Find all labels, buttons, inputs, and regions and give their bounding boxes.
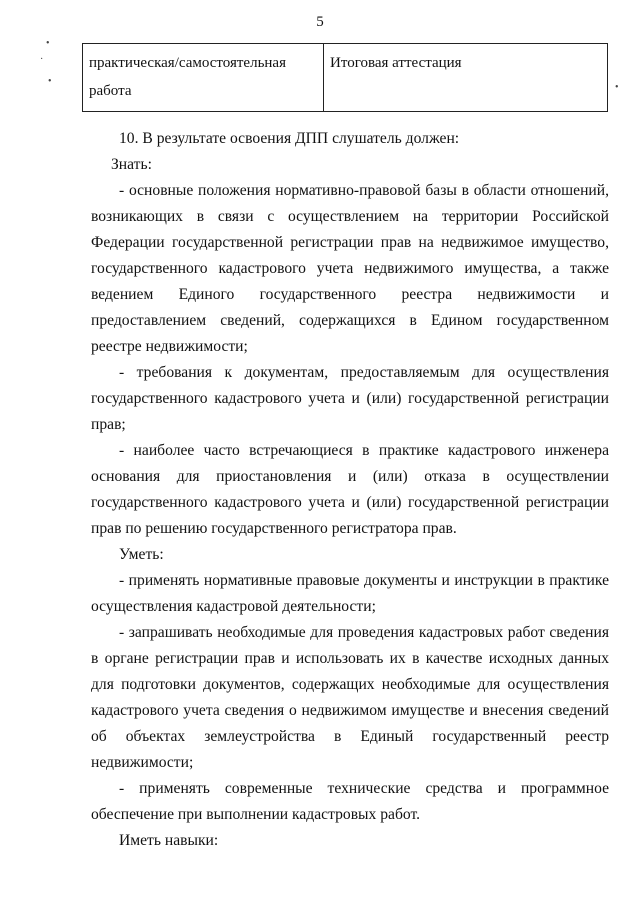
attestation-table-fragment xyxy=(82,43,608,112)
can-item: - применять нормативные правовые документы и инструкции в практике осуществления кадастровой деятельности; xyxy=(91,572,609,615)
scan-mark: • xyxy=(48,76,52,87)
scan-mark: • xyxy=(46,38,50,49)
table-row xyxy=(83,44,608,112)
skills-label: Иметь навыки: xyxy=(119,832,219,849)
table-cell-final-attestation: Итоговая аттестация xyxy=(324,44,608,112)
know-item: - требования к документам, предоставляемым для осуществления государственного кадастрового учета и (или) государственной регистрации прав; xyxy=(91,364,609,433)
can-item: - запрашивать необходимые для проведения кадастровых работ сведения в органе регистрации прав и использовать их в качестве исходных данных для подготовки документов, содержащих необходимые для осуществления кадастрового учета сведения о недвижимом имуществе и внесения сведений об объектах землеустройства в Единый государственный реестр недвижимости; xyxy=(91,624,609,771)
know-item: - наиболее часто встречающиеся в практике кадастрового инженера основания для приостановления и (или) отказа в осуществлении государственного кадастрового учета и (или) государственной регистрации прав по решению государственного регистратора прав. xyxy=(91,442,609,537)
table-cell-work-type: практическая/самостоятельная работа xyxy=(83,44,324,112)
document-body xyxy=(91,126,609,854)
page-number: 5 xyxy=(316,14,324,30)
can-item: - применять современные технические средства и программное обеспечение при выполнении кадастровых работ. xyxy=(91,780,609,823)
can-label: Уметь: xyxy=(119,546,164,563)
scan-mark: · xyxy=(40,54,44,65)
item-heading: 10. В результате освоения ДПП слушатель должен: xyxy=(119,130,460,147)
know-label: Знать: xyxy=(111,156,152,173)
know-item: - основные положения нормативно-правовой базы в области отношений, возникающих в связи с осуществлением на территории Российской Федерации государственной регистрации прав на недвижимое имущество, государственного кадастрового учета недвижимого имущества, а также ведением Единого государственного реестра недвижимости и предоставлением сведений, содержащихся в Едином государственном реестре недвижимости; xyxy=(91,182,609,355)
scan-mark: • xyxy=(615,82,619,93)
